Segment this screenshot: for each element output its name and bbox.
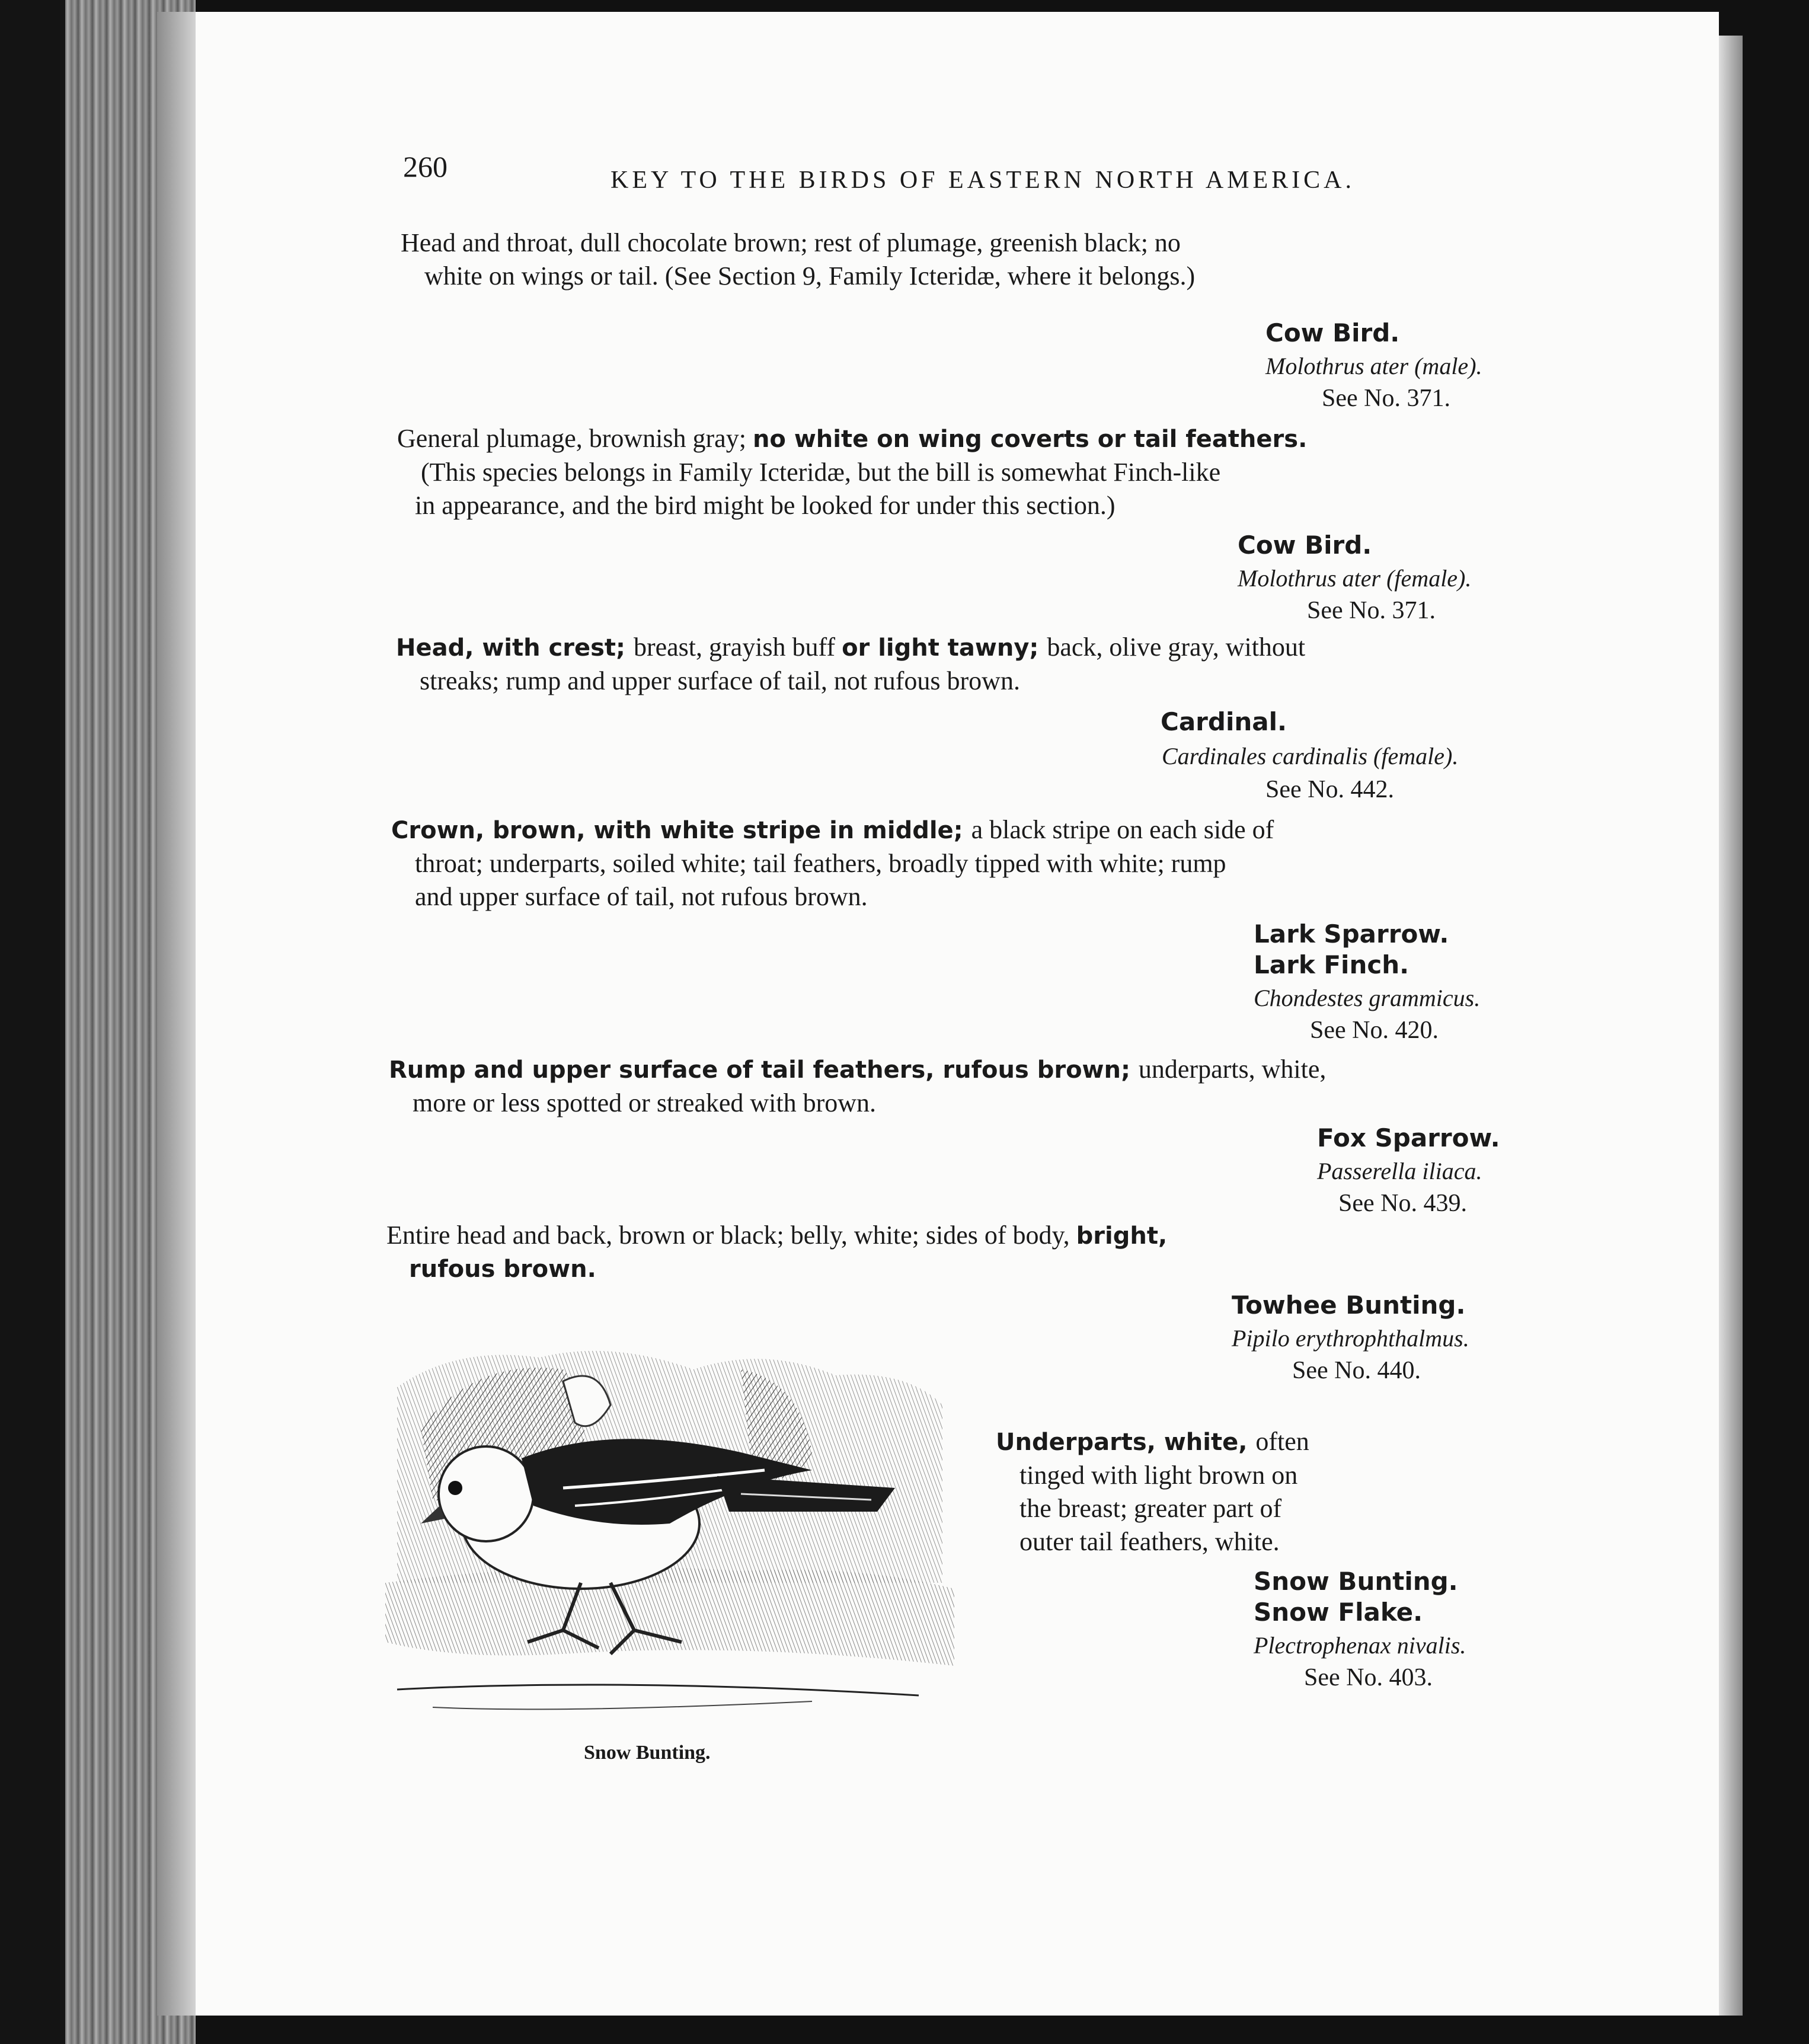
- desc-text: back, olive gray, without: [1047, 633, 1306, 662]
- scientific-name: Cardinales cardinalis (female).: [1162, 743, 1459, 769]
- common-name-alt: Snow Flake.: [1254, 1598, 1423, 1627]
- desc-text: often: [1255, 1427, 1309, 1456]
- page-number: 260: [403, 150, 448, 183]
- running-title: KEY TO THE BIRDS OF EASTERN NORTH AMERICA.: [611, 167, 1356, 194]
- entry-description: [391, 813, 1399, 914]
- desc-line: tinged with light brown on: [1019, 1461, 1298, 1490]
- common-name-alt: Lark Finch.: [1254, 950, 1410, 979]
- desc-line: outer tail feathers, white.: [1019, 1527, 1280, 1556]
- common-name: Lark Sparrow.: [1254, 919, 1449, 948]
- scientific-name: Passerella iliaca.: [1317, 1158, 1482, 1184]
- desc-line: Head and throat, dull chocolate brown; rest of plumage, greenish black; no: [401, 228, 1181, 257]
- desc-text: underparts, white,: [1138, 1055, 1327, 1084]
- entry-description: [401, 226, 1379, 293]
- desc-text: Entire head and back, brown or black; belly, white; sides of body,: [386, 1221, 1076, 1250]
- scientific-name: Chondestes grammicus.: [1254, 985, 1481, 1011]
- snow-bunting-illustration: [385, 1334, 954, 1725]
- desc-key-trait: no white on wing coverts or tail feathers.: [752, 426, 1308, 453]
- desc-key-trait: rufous brown.: [409, 1256, 596, 1283]
- desc-line: the breast; greater part of: [1019, 1494, 1282, 1523]
- desc-key-trait: Underparts, white,: [996, 1429, 1256, 1456]
- desc-line: streaks; rump and upper surface of tail, not rufous brown.: [420, 666, 1020, 695]
- see-reference: See No. 440.: [1292, 1357, 1421, 1384]
- scientific-name: Plectrophenax nivalis.: [1254, 1632, 1466, 1659]
- entry-description: [996, 1425, 1363, 1558]
- figure-caption: Snow Bunting.: [584, 1742, 711, 1764]
- see-reference: See No. 439.: [1338, 1190, 1467, 1217]
- desc-text: a black stripe on each side of: [971, 815, 1274, 844]
- common-name: Towhee Bunting.: [1232, 1291, 1466, 1320]
- entry-description: [386, 1219, 1394, 1286]
- desc-key-trait: or light tawny;: [842, 634, 1047, 662]
- common-name: Cow Bird.: [1265, 318, 1400, 347]
- common-name: Snow Bunting.: [1254, 1567, 1458, 1596]
- see-reference: See No. 371.: [1322, 385, 1450, 412]
- common-name: Cardinal.: [1161, 707, 1287, 736]
- see-reference: See No. 371.: [1307, 597, 1436, 624]
- entry-description: [397, 422, 1405, 522]
- entry-description: [396, 631, 1404, 698]
- see-reference: See No. 403.: [1304, 1664, 1433, 1691]
- desc-line: throat; underparts, soiled white; tail feathers, broadly tipped with white; rump: [415, 849, 1226, 878]
- desc-line: (This species belongs in Family Icteridæ, but the bill is somewhat Finch-like: [421, 458, 1221, 487]
- scan-background: [0, 0, 65, 2044]
- desc-line: more or less spotted or streaked with brown.: [413, 1088, 877, 1117]
- common-name: Cow Bird.: [1238, 531, 1372, 560]
- desc-line: white on wings or tail. (See Section 9, Family Icteridæ, where it belongs.): [424, 261, 1196, 290]
- desc-text: breast, grayish buff: [633, 633, 842, 662]
- page-gutter-shadow: [157, 12, 199, 2016]
- snow-bunting-engraving-icon: [385, 1334, 954, 1725]
- scientific-name: Pipilo erythrophthalmus.: [1232, 1325, 1469, 1352]
- scientific-name: Molothrus ater (male).: [1265, 353, 1482, 379]
- right-page-edge: [1719, 36, 1743, 2016]
- desc-key-trait: bright,: [1076, 1222, 1168, 1250]
- desc-key-trait: Head, with crest;: [396, 634, 634, 662]
- see-reference: See No. 420.: [1310, 1017, 1439, 1044]
- desc-key-trait: Crown, brown, with white stripe in middle;: [391, 817, 971, 844]
- see-reference: See No. 442.: [1265, 776, 1394, 803]
- scientific-name: Molothrus ater (female).: [1238, 565, 1472, 592]
- desc-line: in appearance, and the bird might be looked for under this section.): [415, 491, 1116, 520]
- desc-key-trait: Rump and upper surface of tail feathers, rufous brown;: [389, 1056, 1139, 1084]
- entry-description: [389, 1053, 1396, 1120]
- desc-text: General plumage, brownish gray;: [397, 424, 753, 453]
- common-name: Fox Sparrow.: [1317, 1123, 1500, 1152]
- desc-line: and upper surface of tail, not rufous brown.: [415, 882, 868, 911]
